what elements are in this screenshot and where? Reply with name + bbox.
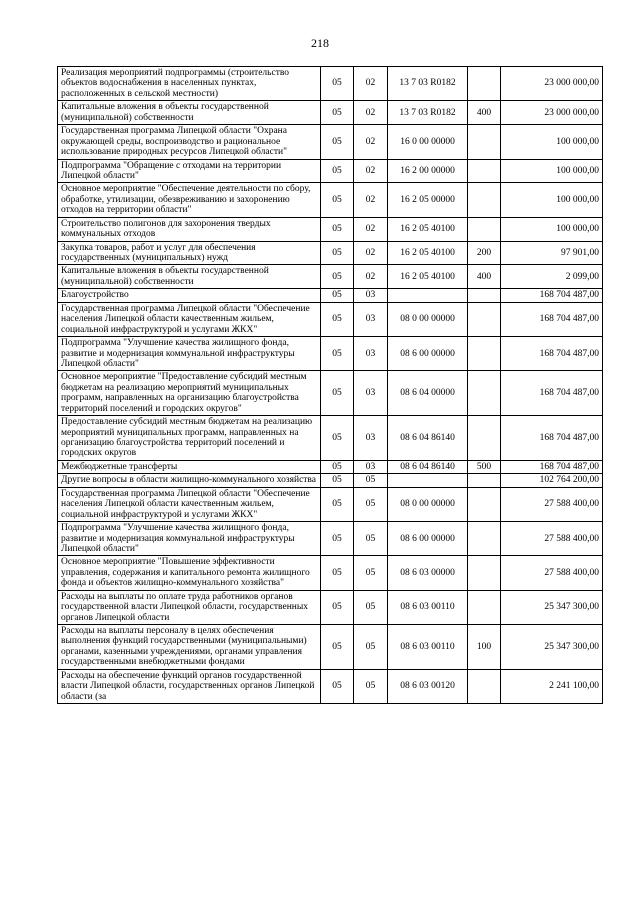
expense-name-cell: Государственная программа Липецкой области "Обеспечение населения Липецкой области качественным жильем, социальной инфраструктурой и услугами ЖКХ" bbox=[58, 302, 321, 336]
subsection-code-cell: 02 bbox=[354, 241, 388, 265]
section-code-cell: 05 bbox=[321, 522, 354, 556]
target-article-cell: 08 6 00 00000 bbox=[388, 337, 468, 371]
expense-name-cell: Расходы на обеспечение функций органов государственной власти Липецкой области, государственных органов Липецкой области (за bbox=[58, 669, 321, 703]
subsection-code-cell: 02 bbox=[354, 183, 388, 217]
amount-cell: 25 347 300,00 bbox=[501, 625, 603, 670]
expense-name-cell: Основное мероприятие "Предоставление субсидий местным бюджетам на реализацию мероприятий муниципальных программ, направленных на организацию благоустройства территорий поселений и городских округов" bbox=[58, 371, 321, 416]
section-code-cell: 05 bbox=[321, 625, 354, 670]
section-code-cell: 05 bbox=[321, 460, 354, 473]
amount-cell: 23 000 000,00 bbox=[501, 67, 603, 101]
target-article-cell: 16 2 05 00000 bbox=[388, 183, 468, 217]
table-row bbox=[58, 337, 603, 371]
target-article-cell: 08 0 00 00000 bbox=[388, 487, 468, 521]
target-article-cell bbox=[388, 474, 468, 487]
section-code-cell: 05 bbox=[321, 302, 354, 336]
amount-cell: 2 099,00 bbox=[501, 265, 603, 289]
table-row bbox=[58, 183, 603, 217]
target-article-cell: 08 6 03 00110 bbox=[388, 590, 468, 624]
expense-name-cell: Капитальные вложения в объекты государственной (муниципальной) собственности bbox=[58, 101, 321, 125]
section-code-cell: 05 bbox=[321, 337, 354, 371]
subsection-code-cell: 02 bbox=[354, 67, 388, 101]
subsection-code-cell: 03 bbox=[354, 371, 388, 416]
subsection-code-cell: 02 bbox=[354, 265, 388, 289]
target-article-cell: 08 6 03 00000 bbox=[388, 556, 468, 590]
section-code-cell: 05 bbox=[321, 159, 354, 183]
expense-type-cell: 200 bbox=[468, 241, 501, 265]
subsection-code-cell: 03 bbox=[354, 337, 388, 371]
expense-type-cell bbox=[468, 416, 501, 461]
target-article-cell: 16 2 00 00000 bbox=[388, 159, 468, 183]
section-code-cell: 05 bbox=[321, 487, 354, 521]
subsection-code-cell: 03 bbox=[354, 289, 388, 302]
section-code-cell: 05 bbox=[321, 67, 354, 101]
target-article-cell: 16 0 00 00000 bbox=[388, 125, 468, 159]
target-article-cell bbox=[388, 289, 468, 302]
table-row bbox=[58, 159, 603, 183]
target-article-cell: 08 6 03 00120 bbox=[388, 669, 468, 703]
table-row bbox=[58, 522, 603, 556]
section-code-cell: 05 bbox=[321, 416, 354, 461]
amount-cell: 27 588 400,00 bbox=[501, 556, 603, 590]
target-article-cell: 08 6 04 86140 bbox=[388, 460, 468, 473]
table-row bbox=[58, 487, 603, 521]
expense-type-cell bbox=[468, 159, 501, 183]
amount-cell: 27 588 400,00 bbox=[501, 522, 603, 556]
expense-type-cell bbox=[468, 669, 501, 703]
expense-type-cell: 400 bbox=[468, 101, 501, 125]
expense-type-cell bbox=[468, 217, 501, 241]
table-row bbox=[58, 474, 603, 487]
expense-type-cell bbox=[468, 474, 501, 487]
expense-name-cell: Государственная программа Липецкой области "Обеспечение населения Липецкой области качественным жильем, социальной инфраструктурой и услугами ЖКХ" bbox=[58, 487, 321, 521]
expense-name-cell: Основное мероприятие "Повышение эффективности управления, содержания и капитального ремонта жилищного фонда и объектов жилищно-коммунального хозяйства" bbox=[58, 556, 321, 590]
expense-name-cell: Подпрограмма "Обращение с отходами на территории Липецкой области" bbox=[58, 159, 321, 183]
expense-name-cell: Государственная программа Липецкой области "Охрана окружающей среды, воспроизводство и рациональное использование природных ресурсов Липецкой области" bbox=[58, 125, 321, 159]
table-row bbox=[58, 556, 603, 590]
section-code-cell: 05 bbox=[321, 556, 354, 590]
subsection-code-cell: 03 bbox=[354, 302, 388, 336]
table-row bbox=[58, 241, 603, 265]
expense-type-cell bbox=[468, 556, 501, 590]
expense-type-cell bbox=[468, 590, 501, 624]
amount-cell: 168 704 487,00 bbox=[501, 302, 603, 336]
expense-name-cell: Другие вопросы в области жилищно-коммунального хозяйства bbox=[58, 474, 321, 487]
expense-type-cell bbox=[468, 289, 501, 302]
table-row bbox=[58, 67, 603, 101]
section-code-cell: 05 bbox=[321, 265, 354, 289]
subsection-code-cell: 02 bbox=[354, 101, 388, 125]
section-code-cell: 05 bbox=[321, 217, 354, 241]
subsection-code-cell: 05 bbox=[354, 522, 388, 556]
amount-cell: 2 241 100,00 bbox=[501, 669, 603, 703]
expense-name-cell: Основное мероприятие "Обеспечение деятельности по сбору, обработке, утилизации, обезвреживанию и захоронению отходов на территории области" bbox=[58, 183, 321, 217]
amount-cell: 100 000,00 bbox=[501, 125, 603, 159]
expense-name-cell: Предоставление субсидий местным бюджетам на реализацию мероприятий муниципальных программ, направленных на организацию благоустройства территорий поселений и городских округов bbox=[58, 416, 321, 461]
expense-name-cell: Благоустройство bbox=[58, 289, 321, 302]
expense-type-cell bbox=[468, 487, 501, 521]
expense-name-cell: Строительство полигонов для захоронения твердых коммунальных отходов bbox=[58, 217, 321, 241]
amount-cell: 100 000,00 bbox=[501, 159, 603, 183]
table-row bbox=[58, 371, 603, 416]
subsection-code-cell: 05 bbox=[354, 556, 388, 590]
expense-type-cell: 100 bbox=[468, 625, 501, 670]
subsection-code-cell: 05 bbox=[354, 669, 388, 703]
expense-type-cell bbox=[468, 302, 501, 336]
amount-cell: 168 704 487,00 bbox=[501, 337, 603, 371]
target-article-cell: 08 6 03 00110 bbox=[388, 625, 468, 670]
target-article-cell: 08 6 04 00000 bbox=[388, 371, 468, 416]
budget-table bbox=[57, 66, 603, 704]
section-code-cell: 05 bbox=[321, 590, 354, 624]
target-article-cell: 16 2 05 40100 bbox=[388, 241, 468, 265]
expense-type-cell bbox=[468, 183, 501, 217]
subsection-code-cell: 03 bbox=[354, 416, 388, 461]
table-row bbox=[58, 289, 603, 302]
expense-type-cell bbox=[468, 371, 501, 416]
page-number: 218 bbox=[311, 36, 329, 50]
table-row bbox=[58, 125, 603, 159]
section-code-cell: 05 bbox=[321, 125, 354, 159]
expense-type-cell bbox=[468, 125, 501, 159]
expense-type-cell: 500 bbox=[468, 460, 501, 473]
subsection-code-cell: 05 bbox=[354, 590, 388, 624]
subsection-code-cell: 05 bbox=[354, 625, 388, 670]
target-article-cell: 08 0 00 00000 bbox=[388, 302, 468, 336]
section-code-cell: 05 bbox=[321, 183, 354, 217]
table-row bbox=[58, 101, 603, 125]
target-article-cell: 13 7 03 R0182 bbox=[388, 67, 468, 101]
amount-cell: 102 764 200,00 bbox=[501, 474, 603, 487]
amount-cell: 168 704 487,00 bbox=[501, 416, 603, 461]
expense-name-cell: Закупка товаров, работ и услуг для обеспечения государственных (муниципальных) нужд bbox=[58, 241, 321, 265]
expense-name-cell: Расходы на выплаты персоналу в целях обеспечения выполнения функций государственными (муниципальными) органами, казенными учреждениями, органами управления государственными внебюджетными фондами bbox=[58, 625, 321, 670]
expense-name-cell: Подпрограмма "Улучшение качества жилищного фонда, развитие и модернизация коммунальной инфраструктуры Липецкой области" bbox=[58, 522, 321, 556]
amount-cell: 23 000 000,00 bbox=[501, 101, 603, 125]
section-code-cell: 05 bbox=[321, 669, 354, 703]
table-row bbox=[58, 265, 603, 289]
subsection-code-cell: 02 bbox=[354, 159, 388, 183]
target-article-cell: 13 7 03 R0182 bbox=[388, 101, 468, 125]
subsection-code-cell: 03 bbox=[354, 460, 388, 473]
target-article-cell: 16 2 05 40100 bbox=[388, 217, 468, 241]
expense-name-cell: Расходы на выплаты по оплате труда работников органов государственной власти Липецкой области, государственных органов Липецкой области bbox=[58, 590, 321, 624]
table-row bbox=[58, 416, 603, 461]
subsection-code-cell: 05 bbox=[354, 474, 388, 487]
expense-type-cell bbox=[468, 337, 501, 371]
expense-type-cell: 400 bbox=[468, 265, 501, 289]
target-article-cell: 08 6 04 86140 bbox=[388, 416, 468, 461]
table-row bbox=[58, 460, 603, 473]
table-row bbox=[58, 669, 603, 703]
section-code-cell: 05 bbox=[321, 371, 354, 416]
subsection-code-cell: 02 bbox=[354, 217, 388, 241]
expense-name-cell: Подпрограмма "Улучшение качества жилищного фонда, развитие и модернизация коммунальной инфраструктуры Липецкой области" bbox=[58, 337, 321, 371]
expense-type-cell bbox=[468, 67, 501, 101]
section-code-cell: 05 bbox=[321, 474, 354, 487]
target-article-cell: 08 6 00 00000 bbox=[388, 522, 468, 556]
amount-cell: 25 347 300,00 bbox=[501, 590, 603, 624]
amount-cell: 168 704 487,00 bbox=[501, 371, 603, 416]
table-row bbox=[58, 302, 603, 336]
section-code-cell: 05 bbox=[321, 289, 354, 302]
subsection-code-cell: 05 bbox=[354, 487, 388, 521]
table-row bbox=[58, 590, 603, 624]
amount-cell: 168 704 487,00 bbox=[501, 460, 603, 473]
amount-cell: 168 704 487,00 bbox=[501, 289, 603, 302]
amount-cell: 100 000,00 bbox=[501, 183, 603, 217]
budget-table-body bbox=[58, 67, 603, 704]
expense-name-cell: Межбюджетные трансферты bbox=[58, 460, 321, 473]
table-row bbox=[58, 625, 603, 670]
section-code-cell: 05 bbox=[321, 241, 354, 265]
target-article-cell: 16 2 05 40100 bbox=[388, 265, 468, 289]
table-row bbox=[58, 217, 603, 241]
section-code-cell: 05 bbox=[321, 101, 354, 125]
subsection-code-cell: 02 bbox=[354, 125, 388, 159]
amount-cell: 100 000,00 bbox=[501, 217, 603, 241]
expense-name-cell: Капитальные вложения в объекты государственной (муниципальной) собственности bbox=[58, 265, 321, 289]
amount-cell: 97 901,00 bbox=[501, 241, 603, 265]
amount-cell: 27 588 400,00 bbox=[501, 487, 603, 521]
expense-name-cell: Реализация мероприятий подпрограммы (строительство объектов водоснабжения в населенных пунктах, расположенных в сельской местности) bbox=[58, 67, 321, 101]
expense-type-cell bbox=[468, 522, 501, 556]
